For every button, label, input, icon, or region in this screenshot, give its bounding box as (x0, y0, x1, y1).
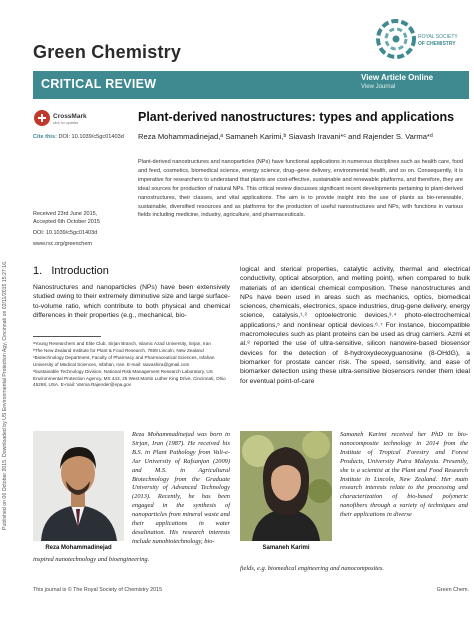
view-article-online-link[interactable]: View Article Online (361, 73, 434, 82)
download-side-note: Published on 06 October 2015. Downloaded by US Environmental Protection Agy, Cincinnati on 02/11/2015 15:27:16. (2, 260, 8, 530)
journal-url[interactable]: www.rsc.org/greenchem (33, 241, 92, 247)
footnote-d: ᵈSustainable Technology Division, National Risk Management Research Laboratory, US Environmental Protection Agency, MS 443, 26 West Martin Luther King Drive, Cincinnati, Ohio 45268, USA. E-mail: Varma.Rajender@epa.gov (33, 368, 226, 388)
cite-label: Cite this: (33, 134, 57, 140)
dates-doi[interactable]: DOI: 10.1039/c5gc01403d (33, 230, 98, 236)
view-journal-link[interactable]: View Journal (361, 84, 396, 90)
author-bio-samaneh: Samaneh Karimi received her PhD in bio-nanocomposite technology in 2014 from the Institute of Tropical Forestry and Forest Products, University Putra Malaysia. Presently, she is a scientist at the Plant and Food Research Institute in Lincoln, New Zealand. Her main research interests relate to the processing and characterization of bio-based polymeric nanofibers through a variety of techniques and their applications in diverse (340, 431, 468, 519)
svg-text:click for updates: click for updates (53, 121, 79, 125)
accepted-date: Accepted 6th October 2015 (33, 219, 100, 225)
article-type-banner (33, 71, 469, 99)
affiliation-footnotes (33, 341, 230, 389)
footnote-c: ᶜBiotechnology Department, Faculty of Pharmacy and Pharmaceutical Sciences, Isfahan University of Medical Sciences, Isfahan, Iran. E-mail: siavashira@gmail.com (33, 354, 215, 367)
article-type: CRITICAL REVIEW (41, 77, 157, 91)
author-bio-reza: Reza Mohammadinejad was born in Sirjan, Iran (1987). He received his B.S. in Plant Pathology from Vali-e-Asr University of Rafsanjan (2009) and M.S. in Agricultural Biotechnology from the Graduate University of Advanced Technology (2013). Recently, he has been engaged in the synthesis of nanoparticles from mineral waste and their applications in water desalination. His research interests include nanobiotechnology, bio- (132, 431, 230, 545)
section-number: 1. (33, 265, 43, 277)
author-photo-reza (33, 431, 124, 541)
abstract: Plant-derived nanostructures and nanoparticles (NPs) have functional applications in numerous disciplines such as health care, food and feed, cosmetics, biomedical science, energy science, drug–gene delivery, environmental health, and so on. Consequently, it is imperative for researchers to understand that plants are cost-effective, sustainable and renewable platforms, and therefore, they are ideal sources for production of natural NPs. This critical review discusses significant recent developments pertaining to plant-derived nanostructures, their classes, and vital applications. The aim is to provide insight into the use of plants as bio-renewable, sustainable, diversified resources and as platforms for the production of useful nanostructures and NPs, with functions in various fields including medicine, industry, agriculture, and pharmaceuticals. (138, 159, 463, 219)
svg-text:CrossMark: CrossMark (53, 113, 87, 120)
article-dates (33, 210, 133, 248)
author-bio-samaneh-tail: fields, e.g. biomedical engineering and nanocomposites. (240, 565, 384, 572)
cite-this (33, 134, 124, 140)
crossmark-icon (34, 110, 50, 126)
rsc-logo (376, 14, 464, 64)
footnote-divider (33, 336, 101, 337)
author-list: Reza Mohammadinejad,ᵃ Samaneh Karimi,ᵇ Siavash Iravani*ᶜ and Rajender S. Varma*ᵈ (138, 132, 433, 141)
section-title: Introduction (51, 265, 109, 277)
copyright-note: This journal is © The Royal Society of Chemistry 2015 (33, 587, 163, 593)
svg-text:ROYAL SOCIETY: ROYAL SOCIETY (418, 34, 458, 40)
author-bio-reza-tail: inspired nanotechnology and bioengineering. (33, 556, 150, 563)
svg-text:OF CHEMISTRY: OF CHEMISTRY (418, 41, 456, 47)
footnote-a: ᵃYoung Researchers and Elite Club, Sirjan Branch, Islamic Azad University, Sirjan, Iran (33, 341, 211, 346)
author-caption-samaneh: Samaneh Karimi (262, 545, 310, 551)
author-photo-samaneh (240, 431, 332, 541)
footer-journal: Green Chem. (436, 587, 469, 593)
page-footer (33, 587, 469, 593)
received-date: Received 23rd June 2015, (33, 211, 98, 217)
section-heading (33, 265, 109, 277)
author-caption-reza: Reza Mohammadinejad (45, 545, 112, 551)
rsc-hexagon-icon (378, 21, 414, 57)
article-title: Plant-derived nanostructures: types and applications (138, 110, 455, 124)
crossmark-badge[interactable] (33, 108, 93, 128)
intro-paragraph-continued: logical and sterical properties, catalytic activity, thermal and electrical conductivity, optical absorption, and melting point), when compared to bulk materials of an identical chemical composition. These nanostructures and NPs have been used in areas such as mechanics, optics, biomedical sciences, chemicals, electronics, space industries, drug-gene delivery, energy science, catalysis,¹˒² optoelectronic devices,³˒⁴ photo-electrochemical applications,⁵ and nonlinear optical devices.⁶˒⁷ For instance, biocompatible macromolecules such as plant proteins can be used as drug carriers. Azmi et al.⁸ reported the use of ultra-sensitive, silicon nanowire-based biosensor devices for the detection of 8-hydroxydeoxyguanosine (8-OHdG), a biomarker for prostate cancer risk. The speed, sensitivity, and ease of biomarker detection using these ultra-sensitive biosensors render them ideal for eventual point-of-care (240, 266, 470, 385)
footnote-b: ᵇThe New Zealand Institute for Plant & Food Research, 7608 Lincoln, New Zealand (33, 347, 204, 353)
cite-doi[interactable]: DOI: 10.1039/c5gc01403d (58, 134, 124, 140)
journal-title: Green Chemistry (33, 42, 182, 62)
intro-paragraph: Nanostructures and nanoparticles (NPs) have been extensively studied owing to their extremely diminutive size and large surface-to-volume ratio, which contribute to both physical and chemical differences in their properties (e.g., mechanical, bio- (33, 284, 230, 319)
